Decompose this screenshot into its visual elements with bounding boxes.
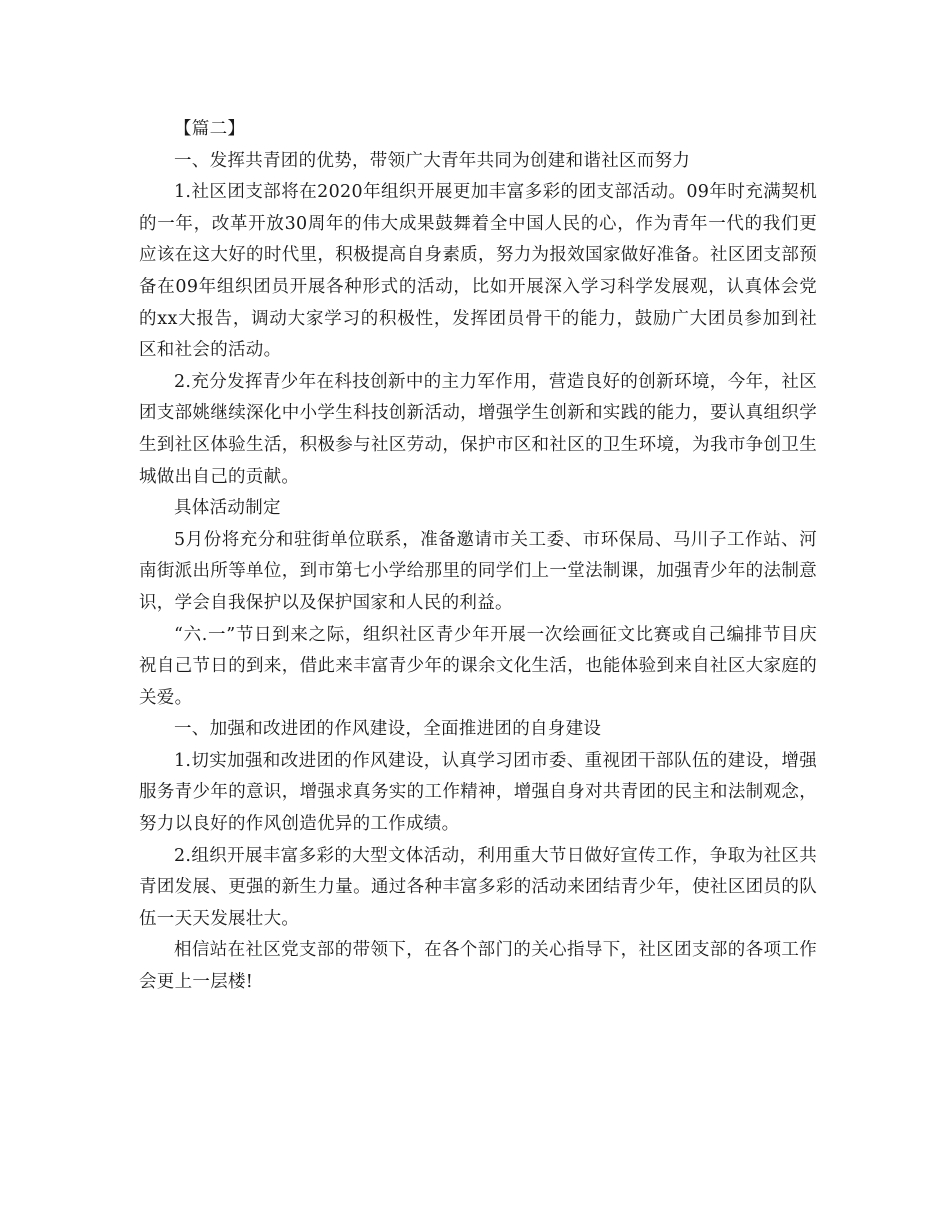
section-heading: 【篇二】 bbox=[174, 119, 246, 139]
paragraph: 1.切实加强和改进团的作风建设，认真学习团市委、重视团干部队伍的建设，增强服务青少年的意识，增强求真务实的工作精神，增强自身对共青团的民主和法制观念，努力以良好的作风创造优异的工作成绩。 bbox=[139, 750, 817, 835]
paragraph: 5月份将充分和驻街单位联系，准备邀请市关工委、市环保局、马川子工作站、河南街派出所等单位，到市第七小学给那里的同学们上一堂法制课，加强青少年的法制意识，学会自我保护以及保护国家和人民的利益。 bbox=[139, 529, 817, 613]
subheading: 具体活动制定 bbox=[174, 498, 281, 519]
closing-paragraph: 相信站在社区党支部的带领下，在各个部门的关心指导下，社区团支部的各项工作会更上一层楼! bbox=[139, 940, 817, 993]
paragraph: 2.充分发挥青少年在科技创新中的主力军作用，营造良好的创新环境，今年，社区团支部姚继续深化中小学生科技创新活动，增强学生创新和实践的能力，要认真组织学生到社区体验生活，积极参与社区劳动，保护市区和社区的卫生环境，为我市争创卫生城做出自己的贡献。 bbox=[139, 371, 817, 487]
document-body bbox=[139, 114, 817, 999]
paragraph: “六.一”节日到来之际，组织社区青少年开展一次绘画征文比赛或自己编排节目庆祝自己节日的到来，借此来丰富青少年的课余文化生活，也能体验到来自社区大家庭的关爱。 bbox=[139, 624, 817, 708]
paragraph: 2.组织开展丰富多彩的大型文体活动，利用重大节日做好宣传工作，争取为社区共青团发展、更强的新生力量。通过各种丰富多彩的活动来团结青少年，使社区团员的队伍一天天发展壮大。 bbox=[139, 845, 817, 929]
part-one-heading: 一、发挥共青团的优势，带领广大青年共同为创建和谐社区而努力 bbox=[174, 150, 691, 171]
part-two-heading: 一、加强和改进团的作风建设，全面推进团的自身建设 bbox=[174, 719, 602, 740]
paragraph: 1.社区团支部将在2020年组织开展更加丰富多彩的团支部活动。09年时充满契机的一年，改革开放30周年的伟大成果鼓舞着全中国人民的心，作为青年一代的我们更应该在这大好的时代里，积极提高自身素质，努力为报效国家做好准备。社区团支部预备在09年组织团员开展各种形式的活动，比如开展深入学习科学发展观，认真体会党的xx大报告，调动大家学习的积极性，发挥团员骨干的能力，鼓励广大团员参加到社区和社会的活动。 bbox=[139, 182, 817, 361]
